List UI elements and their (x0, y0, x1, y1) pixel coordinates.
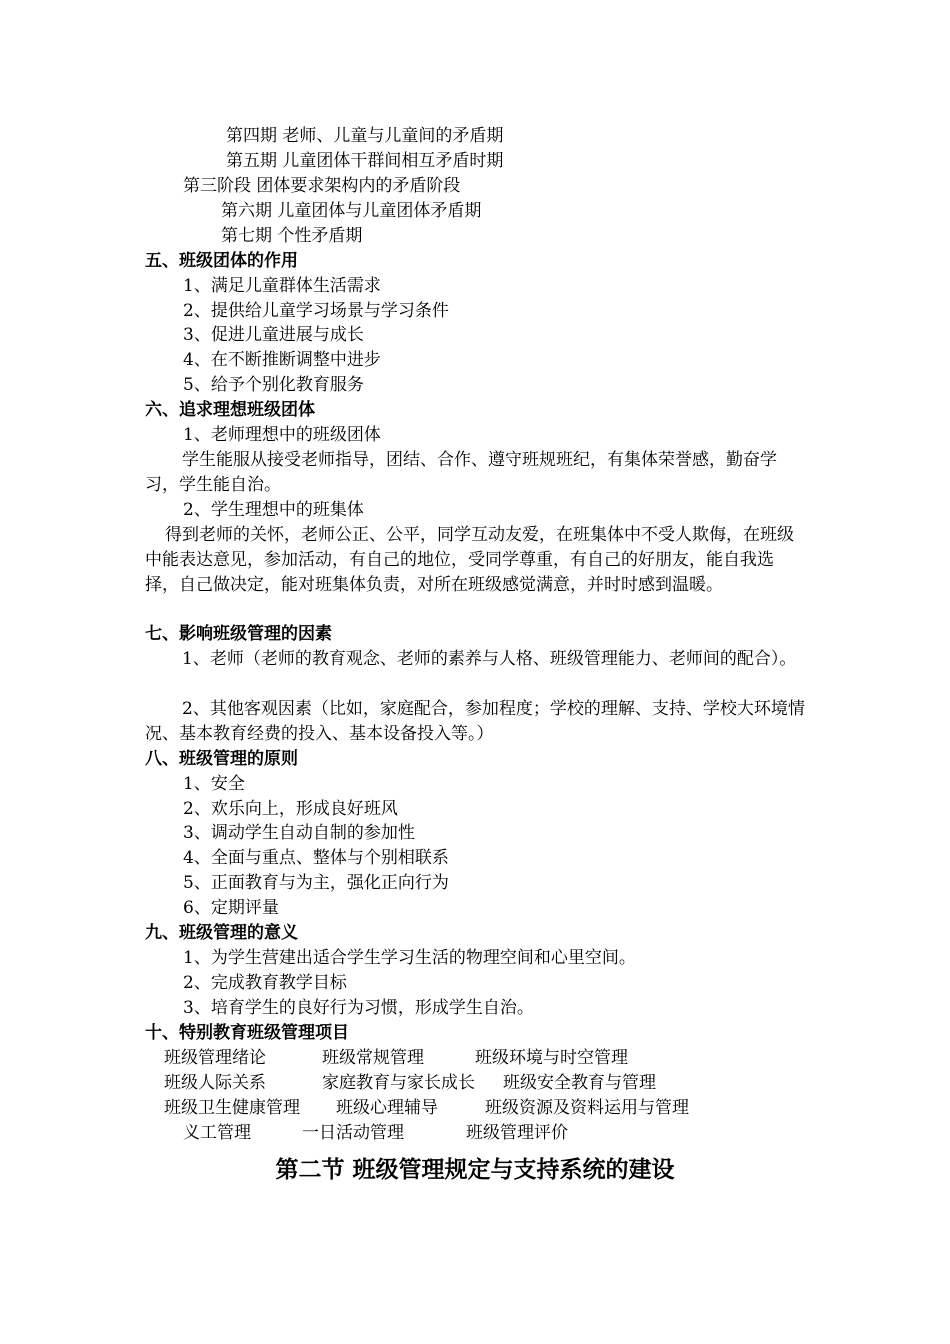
project-row (0, 1071, 950, 1095)
section-5-item: 3、促进儿童进展与成长 (183, 325, 364, 345)
project-item: 班级卫生健康管理 (164, 1098, 300, 1118)
section-9-heading: 九、班级管理的意义 (145, 923, 298, 943)
section-6-para2: 得到老师的关怀，老师公正、公平，同学互动友爱，在班集体中不受人欺侮，在班级中能表达意见，参加活动，有自己的地位，受同学尊重，有自己的好朋友，能自我选择，自己做决定，能对班集体负责，对所在班级感觉满意，并时时感到温暖。 (145, 525, 794, 595)
section-9-item: 3、培育学生的良好行为习惯，形成学生自治。 (183, 998, 534, 1018)
project-item: 班级常规管理 (322, 1048, 424, 1068)
section-5-item: 5、给予个别化教育服务 (183, 375, 364, 395)
section-5-item: 4、在不断推断调整中进步 (183, 350, 381, 370)
section-5-item: 1、满足儿童群体生活需求 (183, 276, 381, 296)
section-6-para1: 学生能服从接受老师指导，团结、合作、遵守班规班纪，有集体荣誉感，勤奋学习，学生能自治。 (145, 450, 777, 495)
section-5-heading: 五、班级团体的作用 (145, 251, 298, 271)
project-item: 班级资源及资料运用与管理 (485, 1098, 689, 1118)
project-item: 班级安全教育与管理 (503, 1073, 656, 1093)
project-item: 家庭教育与家长成长 (322, 1073, 475, 1093)
section-10-heading: 十、特别教育班级管理项目 (145, 1023, 349, 1043)
stage-line-4: 第四期 老师、儿童与儿童间的矛盾期 (226, 126, 504, 146)
stage-line-7: 第七期 个性矛盾期 (221, 226, 363, 246)
project-item: 班级人际关系 (164, 1073, 266, 1093)
section-7-heading: 七、影响班级管理的因素 (145, 624, 332, 644)
section-7-para1: 1、老师（老师的教育观念、老师的素养与人格、班级管理能力、老师间的配合）。 (182, 649, 797, 669)
section-8-item: 5、正面教育与为主，强化正向行为 (183, 873, 449, 893)
project-row (0, 1096, 950, 1120)
section-8-item: 2、欢乐向上，形成良好班风 (183, 799, 398, 819)
project-item: 班级心理辅导 (336, 1098, 438, 1118)
stage-line-5: 第五期 儿童团体干群间相互矛盾时期 (226, 151, 504, 171)
section-8-item: 1、安全 (183, 774, 245, 794)
section-8-heading: 八、班级管理的原则 (145, 749, 298, 769)
section-5-item: 2、提供给儿童学习场景与学习条件 (183, 301, 449, 321)
section-title: 第二节 班级管理规定与支持系统的建设 (275, 1157, 675, 1183)
section-8-item: 6、定期评量 (183, 898, 279, 918)
project-item: 一日活动管理 (302, 1123, 404, 1143)
section-7-para2: 2、其他客观因素（比如，家庭配合，参加程度；学校的理解、支持、学校大环境情况、基本教育经费的投入、基本设备投入等。） (145, 699, 805, 744)
stage-line-6: 第六期 儿童团体与儿童团体矛盾期 (221, 201, 482, 221)
section-6-heading: 六、追求理想班级团体 (145, 400, 315, 420)
project-row (0, 1121, 950, 1145)
section-8-item: 3、调动学生自动自制的参加性 (183, 823, 415, 843)
section-9-item: 2、完成教育教学目标 (183, 973, 347, 993)
section-6-sub2: 2、学生理想中的班集体 (183, 500, 364, 520)
project-item: 义工管理 (183, 1123, 251, 1143)
section-9-item: 1、为学生营建出适合学生学习生活的物理空间和心里空间。 (183, 948, 636, 968)
project-item: 班级管理评价 (466, 1123, 568, 1143)
project-item: 班级环境与时空管理 (475, 1048, 628, 1068)
stage-line-phase3: 第三阶段 团体要求架构内的矛盾阶段 (183, 176, 461, 196)
project-row (0, 1046, 950, 1070)
project-item: 班级管理绪论 (164, 1048, 266, 1068)
section-6-sub1: 1、老师理想中的班级团体 (183, 425, 381, 445)
section-8-item: 4、全面与重点、整体与个别相联系 (183, 848, 449, 868)
